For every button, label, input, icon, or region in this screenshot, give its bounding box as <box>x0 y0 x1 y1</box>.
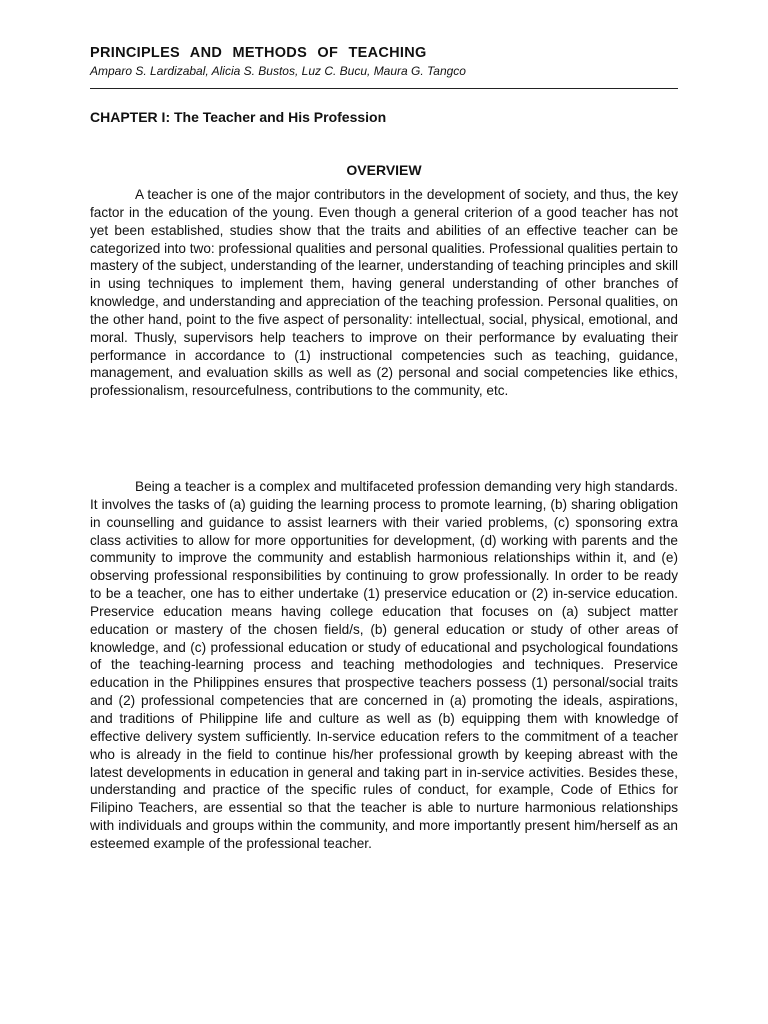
header-divider <box>90 88 678 89</box>
section-heading: OVERVIEW <box>346 162 422 178</box>
chapter-title: CHAPTER I: The Teacher and His Profession <box>90 109 387 125</box>
author-list: Amparo S. Lardizabal, Alicia S. Bustos, Luz C. Bucu, Maura G. Tangco <box>90 64 466 78</box>
body-paragraph: Being a teacher is a complex and multifaceted profession demanding very high standards. It involves the tasks of (a) guiding the learning process to promote learning, (b) sharing obligation in counselling and guidance to assist learners with their varied problems, (c) sponsoring extra class activities to allow for more opportunities for development, (d) working with parents and the community to improve the community and establish harmonious relationships within it, and (e) observing professional responsibilities by continuing to grow professionally. In order to be ready to be a teacher, one has to either undertake (1) preservice education or (2) in-service education. Preservice education means having college education that focuses on (a) subject matter education or mastery of the chosen field/s, (b) general education or study of other areas of knowledge, and (c) professional education or study of educational and psychological foundations of the teaching-learning process and teaching methodologies and techniques. Preservice education in the Philippines ensures that prospective teachers possess (1) personal/social traits and (2) professional competencies that are concerned in (a) promoting the ideals, aspirations, and traditions of Philippine life and culture as well as (b) equipping them with knowledge of effective delivery system sufficiently. In-service education refers to the commitment of a teacher who is already in the field to continue his/her professional growth by keeping abreast with the latest developments in education in general and taking part in in-service activities. Besides these, understanding and practice of the specific rules of conduct, for example, Code of Ethics for Filipino Teachers, are essential so that the teacher is able to nurture harmonious relationships with individuals and groups within the community, and more importantly present him/herself as an esteemed example of the professional teacher. <box>90 479 678 851</box>
book-title: PRINCIPLES AND METHODS OF TEACHING <box>90 45 427 61</box>
body-paragraph: A teacher is one of the major contributors in the development of society, and thus, the key factor in the education of the young. Even though a general criterion of a good teacher has not yet been established, studies show that the traits and abilities of an effective teacher can be categorized into two: professional qualities and personal qualities. Professional qualities pertain to mastery of the subject, understanding of the learner, understanding of teaching principles and skill in using techniques to implement them, having general understanding of other branches of knowledge, and understanding and appreciation of the teaching profession. Personal qualities, on the other hand, point to the five aspect of personality: intellectual, social, physical, emotional, and moral. Thusly, supervisors help teachers to improve on their performance by evaluating their performance in accordance to (1) instructional competencies such as teaching, guidance, management, and evaluation skills as well as (2) personal and social competencies like ethics, professionalism, resourcefulness, contributions to the community, etc. <box>90 187 678 399</box>
